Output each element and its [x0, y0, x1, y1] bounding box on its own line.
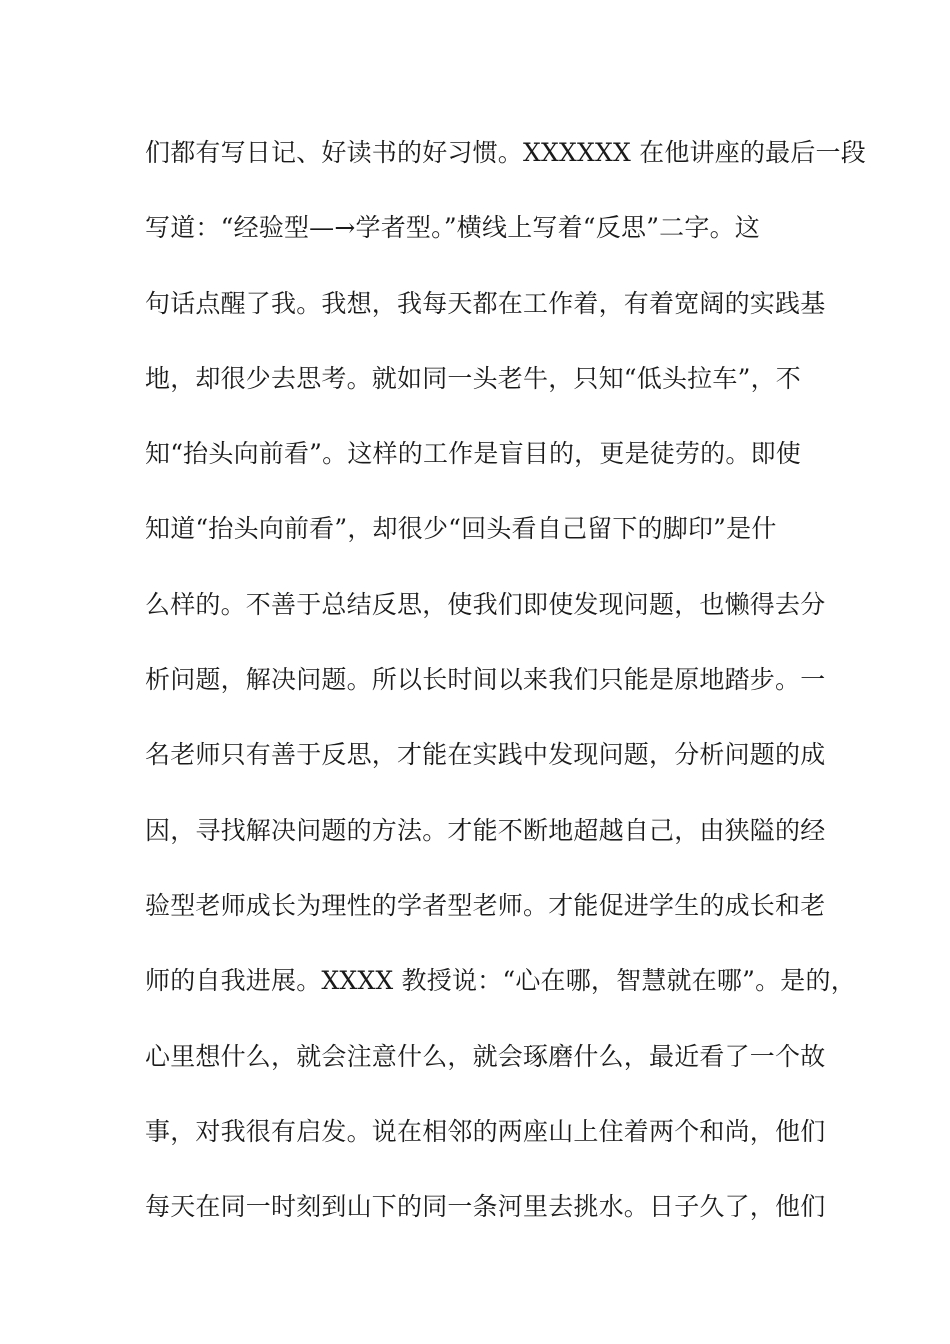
text-line: 析问题，解决问题。所以长时间以来我们只能是原地踏步。一	[145, 665, 826, 695]
text-line: 么样的。不善于总结反思，使我们即使发现问题，也懒得去分	[145, 589, 826, 619]
body-text	[145, 130, 866, 1259]
text-line: 事，对我很有启发。说在相邻的两座山上住着两个和尚，他们	[145, 1116, 826, 1146]
text-line: 因，寻找解决问题的方法。才能不断地超越自己，由狭隘的经	[145, 815, 826, 845]
text-line: 知“抬头向前看”。这样的工作是盲目的，更是徒劳的。即使	[145, 439, 801, 469]
text-line: 名老师只有善于反思，才能在实践中发现问题，分析问题的成	[145, 740, 826, 770]
text-line: 知道“抬头向前看”，却很少“回头看自己留下的脚印”是什	[145, 514, 777, 544]
text-line: 地，却很少去思考。就如同一头老牛，只知“低头拉车”，不	[145, 363, 801, 393]
text-line: 心里想什么，就会注意什么，就会琢磨什么，最近看了一个故	[145, 1041, 826, 1071]
text-line: 验型老师成长为理性的学者型老师。才能促进学生的成长和老	[145, 890, 826, 920]
text-line: 每天在同一时刻到山下的同一条河里去挑水。日子久了，他们	[145, 1192, 826, 1222]
text-line: 们都有写日记、好读书的好习惯。XXXXXX 在他讲座的最后一段	[145, 138, 866, 167]
text-line: 句话点醒了我。我想，我每天都在工作着，有着宽阔的实践基	[145, 288, 826, 318]
text-line: 师的自我进展。XXXX 教授说：“心在哪，智慧就在哪”。是的，	[145, 966, 856, 996]
text-line: 写道：“经验型—→学者型。”横线上写着“反思”二字。这	[145, 213, 760, 243]
